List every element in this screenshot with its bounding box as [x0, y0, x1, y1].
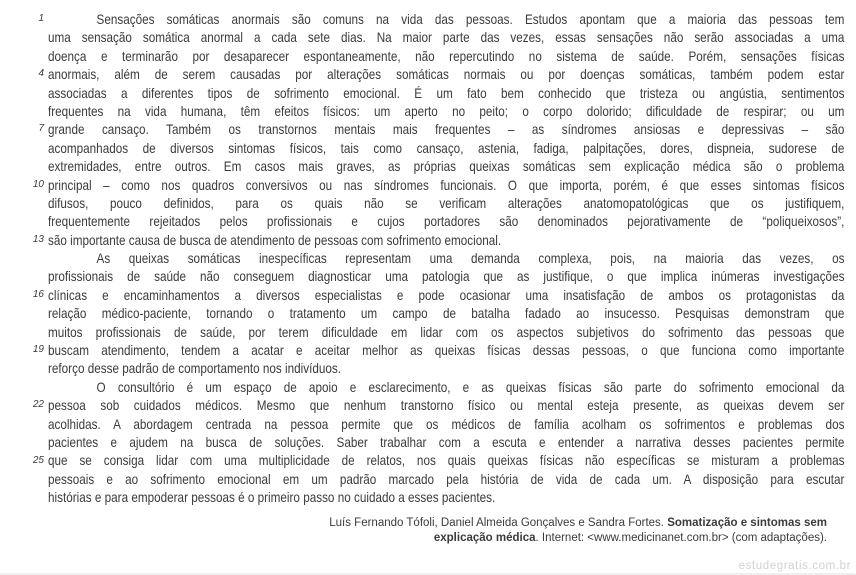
line-number: 4 [38, 68, 44, 80]
text-line: pacientes e ajudem na busca de soluções. Saber trabalhar com a escuta e entender a narrativa desses pacientes permite [48, 433, 845, 450]
text-line: O consultório é um espaço de apoio e esclarecimento, e as queixas físicas são parte do sofrimento emocional da [96, 378, 845, 395]
text-line: difusos, pouco definidos, para os quais não se verificam alterações anatomopatológicas que os justifiquem, [48, 194, 845, 211]
text-line: histórias e para empoderar pessoas é o primeiro passo no cuidado a esses pacientes. [48, 489, 496, 506]
text-body [48, 10, 844, 507]
line-number: 19 [32, 344, 44, 356]
text-line: uma sensação somática anormal a cada sete dias. Na maior parte das vezes, essas sensações não serão associadas a uma [48, 29, 845, 46]
text-line: muitos profissionais de saúde, por terem dificuldade em lidar com os aspectos subjetivos do sofrimento das pessoas que [48, 323, 845, 340]
attribution-authors: Luís Fernando Tófoli, Daniel Almeida Gonçalves e Sandra Fortes. [329, 517, 668, 529]
line-number: 16 [32, 289, 44, 300]
text-line: são importante causa de busca de atendimento de pessoas com sofrimento emocional. [48, 231, 502, 248]
line-number: 13 [32, 233, 44, 245]
line-number: 10 [32, 178, 44, 190]
text-line: principal – como nos quadros conversivos ou nas síndromes funcionais. O que importa, porém, é que esses sintomas físicos [48, 176, 845, 193]
attribution-title-part1: Somatização e sintomas sem [667, 517, 827, 529]
attribution-line-2 [329, 531, 827, 546]
text-line: buscam atendimento, tendem a acatar e aceitar melhor as queixas físicas dessas pessoas, o que funciona como importante [48, 342, 845, 359]
source-attribution [329, 516, 827, 547]
line-number: 7 [38, 123, 44, 135]
attribution-title-part2: explicação médica [433, 532, 536, 545]
text-line: frequentemente rejeitados pelos profissionais e cujos portadores são denominados pejorativamente de “poliqueixosos”, [48, 213, 845, 230]
attribution-source: . Internet: <www.medicinanet.com.br> (com adaptações). [535, 532, 827, 545]
text-line: clínicas e encaminhamentos a diversos especialistas e pode ocasionar uma insatisfação de ambos os protagonistas da [48, 286, 845, 303]
text-line: associadas a diferentes tipos de sofrimento emocional. É um fato bem conhecido que tristeza ou angústia, sentimentos [48, 84, 845, 101]
watermark-text: estudegratis.com.br [738, 560, 851, 572]
attribution-line-1 [329, 516, 827, 531]
text-line: acolhidas. A abordagem centrada na pessoa permite que os médicos de família acolham os sofrimentos e problemas dos [48, 415, 845, 432]
text-line: que se consiga lidar com uma multiplicidade de relatos, nos quais queixas físicas não específicas se misturam a problemas [48, 452, 845, 469]
text-line: As queixas somáticas inespecíficas representam uma demanda complexa, pois, na maioria das vezes, os [96, 250, 845, 267]
line-number: 22 [32, 399, 44, 411]
line-number: 25 [32, 454, 44, 466]
text-line: pessoa sob cuidados médicos. Mesmo que nenhum transtorno físico ou mental esteja presente, as queixas devem ser [48, 397, 845, 414]
text-line: acompanhados de diversos sintomas físicos, tais como cansaço, astenia, fadiga, palpitações, dores, dispneia, sudorese de [48, 139, 845, 156]
text-line: reforço desse padrão de comportamento nos indivíduos. [48, 360, 341, 377]
text-line: frequentes na vida humana, têm efeitos físicos: um aperto no peito; o corpo dolorido; dificuldade de respirar; ou um [48, 102, 845, 119]
line-number-gutter [0, 0, 44, 575]
text-line: anormais, além de serem causadas por alterações somáticas normais ou por doenças somáticas, também podem estar [48, 66, 845, 83]
text-line: Sensações somáticas anormais são comuns na vida das pessoas. Estudos apontam que a maioria das pessoas tem [96, 11, 845, 27]
text-line: pessoais e ao sofrimento emocional em um padrão marcado pela história de vida de cada um. A disposição para escutar [48, 470, 845, 487]
text-line: doença e terminarão por desaparecer espontaneamente, não repercutindo no sistema de saúde. Porém, sensações físicas [48, 47, 845, 64]
text-line: extremidades, entre outros. Em casos mais graves, as próprias queixas somáticas sem explicação médica são o problema [48, 158, 845, 175]
line-number: 1 [38, 13, 44, 24]
text-line: profissionais de saúde não conseguem diagnosticar uma patologia que as justifique, o que implica inúmeras investigações [48, 268, 845, 285]
text-line: relação médico-paciente, tornando o tratamento um campo de batalha fadado ao insucesso. Pesquisas demonstram que [48, 305, 845, 322]
text-line: grande cansaço. Também os transtornos mentais mais frequentes – as síndromes ansiosas e depressivas – são [48, 121, 845, 138]
